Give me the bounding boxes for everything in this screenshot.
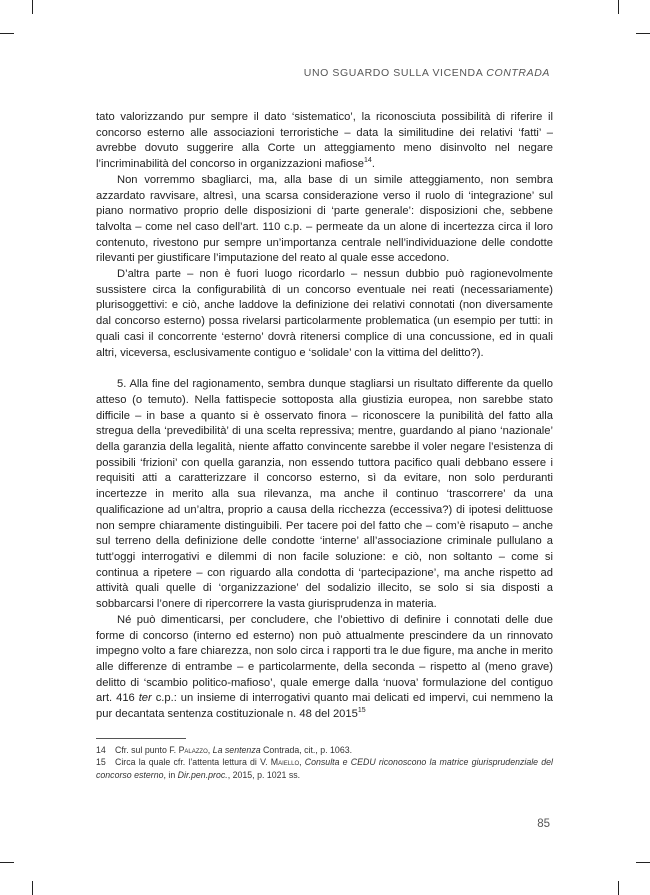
- footnote-ref-15[interactable]: 15: [357, 707, 366, 715]
- crop-mark: [32, 0, 33, 14]
- crop-mark: [618, 0, 619, 14]
- crop-mark: [0, 33, 14, 34]
- paragraph-2: Non vorremmo sbagliarci, ma, alla base di un simile atteggiamento, non sembra azzardato ravvisare, altresì, una scarsa considerazione verso il ruolo di ‘integrazione’ sul piano normativo proprio delle disposizioni di ‘parte generale’: disposizioni che, sebbene talvolta – come nel caso dell’art. 110 c.p. – permeate da un alone di incertezza circa il loro contenuto, rivestono pur sempre un’importanza centrale nell’individuazione delle condotte rilevanti per giustificare l’imputazione del reato al quale esse accedono.: [96, 173, 553, 265]
- crop-mark: [0, 862, 14, 863]
- running-head-text: UNO SGUARDO SULLA VICENDA: [303, 67, 487, 79]
- footnote-text: Contrada, cit., p. 1063.: [260, 745, 353, 755]
- crop-mark: [636, 33, 650, 34]
- running-head-italic: CONTRADA: [486, 67, 550, 79]
- footnote-title: La sentenza: [212, 745, 261, 755]
- paragraph-1-text: tato valorizzando pur sempre il dato ‘sistematico’, la riconosciuta possibilità di riferire il concorso esterno alle associazioni terroristiche – data la similitudine dei relativi ‘fatti’ – avrebbe dovuto suggerire alla Corte un atteggiamento meno disinvolto nel negare l’incriminabilità del concorso in organizzazioni mafiose: [96, 111, 553, 171]
- footnote-15: [96, 756, 553, 781]
- footnote-text: Cfr. sul punto F.: [115, 745, 179, 755]
- footnote-author: Maiello: [270, 757, 300, 768]
- running-head: [150, 67, 550, 79]
- footnote-author: Palazzo: [178, 745, 208, 755]
- paragraph-3: D’altra parte – non è fuori luogo ricordarlo – nessun dubbio può ragionevolmente sussistere circa la configurabilità di un concorso eventuale nei reati (necessariamente) plurisoggettivi: e ciò, anche laddove la definizione dei relativi connotati (non diversamente dal concorso esterno) possa rivelarsi particolarmente problematica (un esempio per tutti: in quali casi il concorrente ‘esterno’ dovrà ritenersi complice di una concussione, ed in quali altri, viceversa, esclusivamente contiguo e ‘solidale’ con la vittima del delitto?).: [96, 268, 553, 359]
- footnote-title: Consulta e CEDU riconoscono la matrice giurisprudenziale del concorso esterno: [96, 757, 554, 780]
- footnote-ref-14[interactable]: 14: [364, 157, 372, 165]
- footnote-journal: Dir.pen.proc.: [177, 769, 228, 780]
- footnote-number: 15: [96, 757, 106, 768]
- paragraph-5-text-a: Né può dimenticarsi, per concludere, che l’obiettivo di definire i connotati delle due forme di concorso (interno ed esterno) non può attualmente prescindere da un rinnovato impegno volto a fare chiarezza, non solo circa i rapporti tra le due figure, ma anche in merito alle differenze di entrambe – e particolarmente, della seconda – rispetto al (meno grave) delitto di ‘scambio politico-mafioso’, quale emerge dalla ‘nuova’ formulazione del contiguo art. 416: [96, 613, 553, 705]
- page-number: 85: [537, 818, 550, 830]
- footnote-text: , in: [163, 769, 178, 780]
- footnote-text: , 2015, p. 1021 ss.: [227, 769, 301, 780]
- footnote-text: ,: [207, 745, 213, 755]
- paragraph-1-end: .: [371, 158, 375, 171]
- footnote-text: Circa la quale cfr. l’attenta lettura di V.: [115, 757, 271, 768]
- paragraph-5-italic: ter: [138, 692, 152, 705]
- paragraph-1: [96, 110, 553, 173]
- crop-mark: [618, 881, 619, 895]
- footnote-rule: [96, 738, 186, 739]
- crop-mark: [636, 862, 650, 863]
- body-text: [96, 110, 553, 723]
- footnote-number: 14: [96, 745, 106, 755]
- paragraph-4: 5. Alla fine del ragionamento, sembra dunque stagliarsi un risultato differente da quello atteso (o temuto). Nella fattispecie sottoposta alla giustizia europea, non sarebbe stato difficile – in base a quanto si è osservato finora – riconoscere la punibilità del fatto alla stregua della ‘prevedibilità’ di una scelta repressiva; mentre, guardando al piano ‘nazionale’ della garanzia della legalità, niente affatto convincente sarebbe il voler negare l’esistenza di possibili ‘frizioni’ con quella garanzia, non essendo tuttora pacifico quali debbano essere i requisiti atti a caratterizzare il concorso esterno, sì da evitare, non solo perduranti incertezze in merito alla sua rilevanza, ma anche il continuo ‘trascorrere’ da una qualificazione ad un’altra, proprio a causa della ricchezza (eccessiva?) di ipotesi delittuose non sempre chiaramente distinguibili. Per tacere poi del fatto che – com’è risaputo – anche sul terreno della definizione delle condotte ‘interne’ all’associazione criminale pullulano a tutt’oggi interrogativi e dilemmi di non facile soluzione: e ciò, non soltanto – come si continua a ripetere – con riguardo alla condotta di ‘partecipazione’, ma anche rispetto ad attività quali quelle di ‘organizzazione’ del sodalizio illecito, se solo si sia disposti a sobbarcarsi l’onere di ripercorrere la vasta giurisprudenza in materia.: [96, 378, 553, 611]
- crop-mark: [32, 881, 33, 895]
- footnote-14: [96, 744, 553, 756]
- paragraph-5: [96, 613, 553, 723]
- paragraph-5-text-b: c.p.: un insieme di interrogativi quanto mai delicati ed impervi, cui nemmeno la pur decantata sentenza costituzionale n. 48 del 2015: [96, 692, 553, 721]
- footnote-text: ,: [299, 757, 305, 768]
- footnotes: [96, 744, 553, 781]
